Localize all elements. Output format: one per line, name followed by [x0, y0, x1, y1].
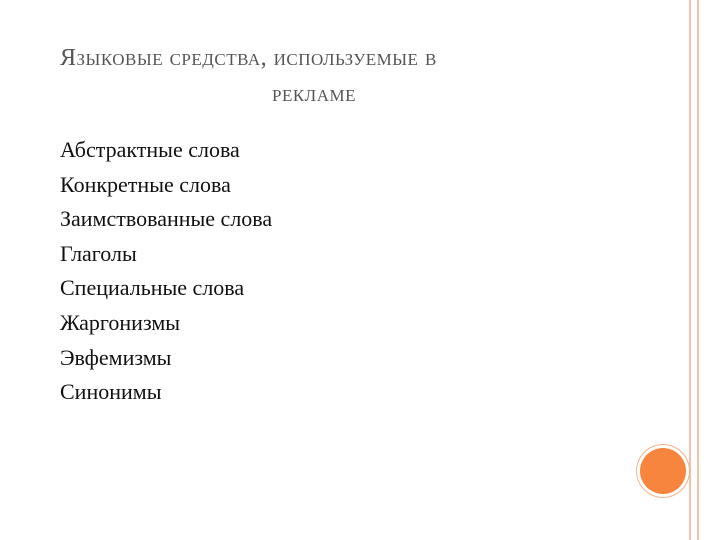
list-item: Жаргонизмы — [60, 309, 181, 335]
orange-circle-decoration — [640, 448, 686, 494]
vertical-rule-right — [697, 0, 699, 540]
slide-title — [60, 40, 660, 112]
list-item: Абстрактные слова — [60, 137, 240, 162]
list-item: Синонимы — [60, 379, 162, 405]
list-item: Заимствованные слова — [60, 206, 273, 232]
slide-title-line-1: Языковые средства, используемые в — [60, 45, 437, 71]
list-item: Конкретные слова — [60, 171, 231, 197]
list-item: Эвфемизмы — [60, 344, 172, 370]
slide-title-line-2: рекламе — [272, 81, 356, 107]
list-item: Глаголы — [60, 240, 137, 266]
vertical-rule-left — [689, 0, 691, 540]
bullet-list — [60, 136, 272, 413]
list-item: Специальные слова — [60, 275, 245, 301]
